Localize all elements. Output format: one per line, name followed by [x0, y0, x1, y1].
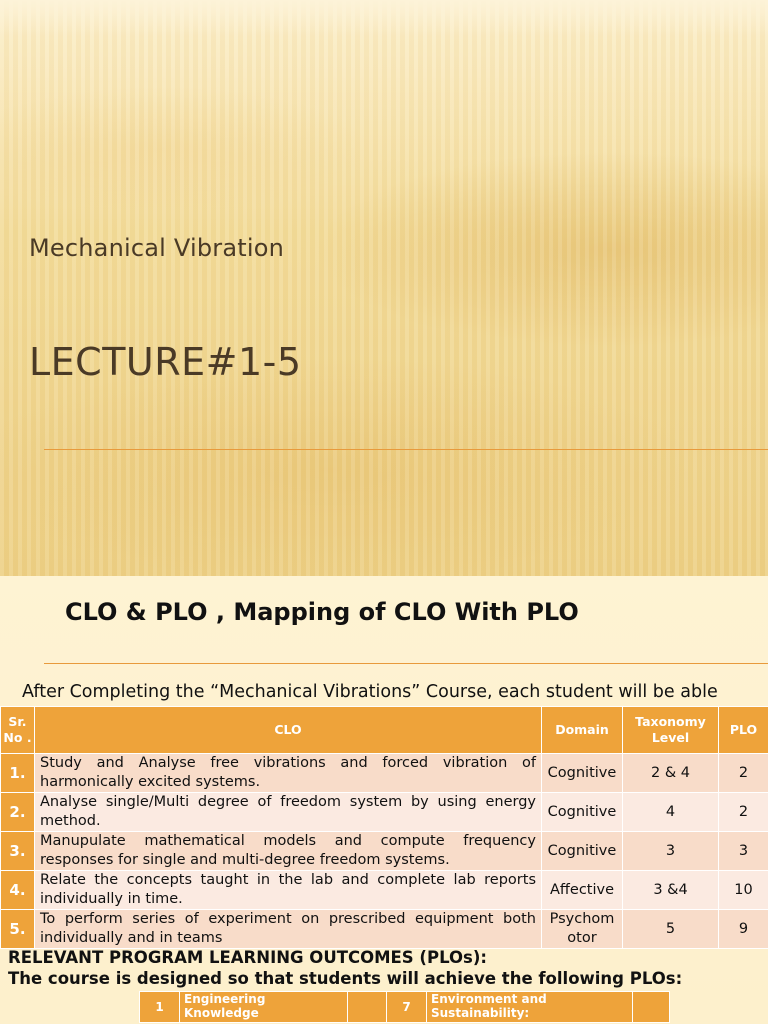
plo-heading-line1: RELEVANT PROGRAM LEARNING OUTCOMES (PLOs):: [8, 948, 487, 967]
plo-label: Engineering Knowledge: [180, 992, 348, 1023]
table-row: [1, 871, 768, 910]
table-row: [1, 754, 768, 793]
plo-cell: 10: [719, 871, 768, 910]
taxonomy-cell: 4: [623, 793, 719, 832]
row-number: 4.: [1, 871, 35, 910]
clo-description: Analyse single/Multi degree of freedom system by using energy method.: [35, 793, 542, 832]
heading-divider: [44, 663, 768, 664]
domain-cell: Affective: [542, 871, 623, 910]
plo-cell: 2: [719, 793, 768, 832]
clo-description: Relate the concepts taught in the lab and complete lab reports individually in time.: [35, 871, 542, 910]
clo-table: [0, 706, 768, 949]
taxonomy-cell: 5: [623, 910, 719, 949]
row-number: 2.: [1, 793, 35, 832]
plo-label: Environment and Sustainability:: [427, 992, 633, 1023]
clo-description: Study and Analyse free vibrations and forced vibration of harmonically excited systems.: [35, 754, 542, 793]
plo-empty-cell: [348, 992, 387, 1023]
domain-cell: Cognitive: [542, 793, 623, 832]
table-row: [1, 910, 768, 949]
plo-empty-cell: [633, 992, 670, 1023]
slide-subtitle: Mechanical Vibration: [29, 234, 285, 262]
intro-text: After Completing the “Mechanical Vibrations” Course, each student will be able: [22, 682, 718, 702]
taxonomy-cell: 3 &4: [623, 871, 719, 910]
clo-description: Manupulate mathematical models and compute frequency responses for single and multi-degree freedom systems.: [35, 832, 542, 871]
plo-table: [139, 991, 670, 1023]
plo-cell: 9: [719, 910, 768, 949]
table-row: [140, 992, 670, 1023]
plo-section-heading: [8, 947, 682, 989]
plo-cell: 2: [719, 754, 768, 793]
table-row: [1, 793, 768, 832]
clo-plo-slide: [0, 576, 768, 1024]
slide-title: LECTURE#1-5: [29, 340, 302, 384]
header-taxonomy-level: Taxonomy Level: [623, 707, 719, 754]
table-row: [1, 832, 768, 871]
slide-heading: CLO & PLO , Mapping of CLO With PLO: [65, 598, 579, 626]
taxonomy-cell: 3: [623, 832, 719, 871]
taxonomy-cell: 2 & 4: [623, 754, 719, 793]
header-domain: Domain: [542, 707, 623, 754]
clo-table-header: [1, 707, 768, 754]
domain-cell: Cognitive: [542, 754, 623, 793]
clo-description: To perform series of experiment on prescribed equipment both individually and in teams: [35, 910, 542, 949]
header-plo: PLO: [719, 707, 768, 754]
domain-cell: Psychomotor: [542, 910, 623, 949]
plo-cell: 3: [719, 832, 768, 871]
row-number: 3.: [1, 832, 35, 871]
plo-number: 1: [140, 992, 180, 1023]
domain-cell: Cognitive: [542, 832, 623, 871]
row-number: 5.: [1, 910, 35, 949]
row-number: 1.: [1, 754, 35, 793]
slide-top-band: [0, 0, 768, 36]
title-divider: [44, 449, 768, 450]
header-sr-no: Sr. No .: [1, 707, 35, 754]
plo-heading-line2: The course is designed so that students will achieve the following PLOs:: [8, 969, 683, 988]
plo-number: 7: [387, 992, 427, 1023]
header-clo: CLO: [35, 707, 542, 754]
